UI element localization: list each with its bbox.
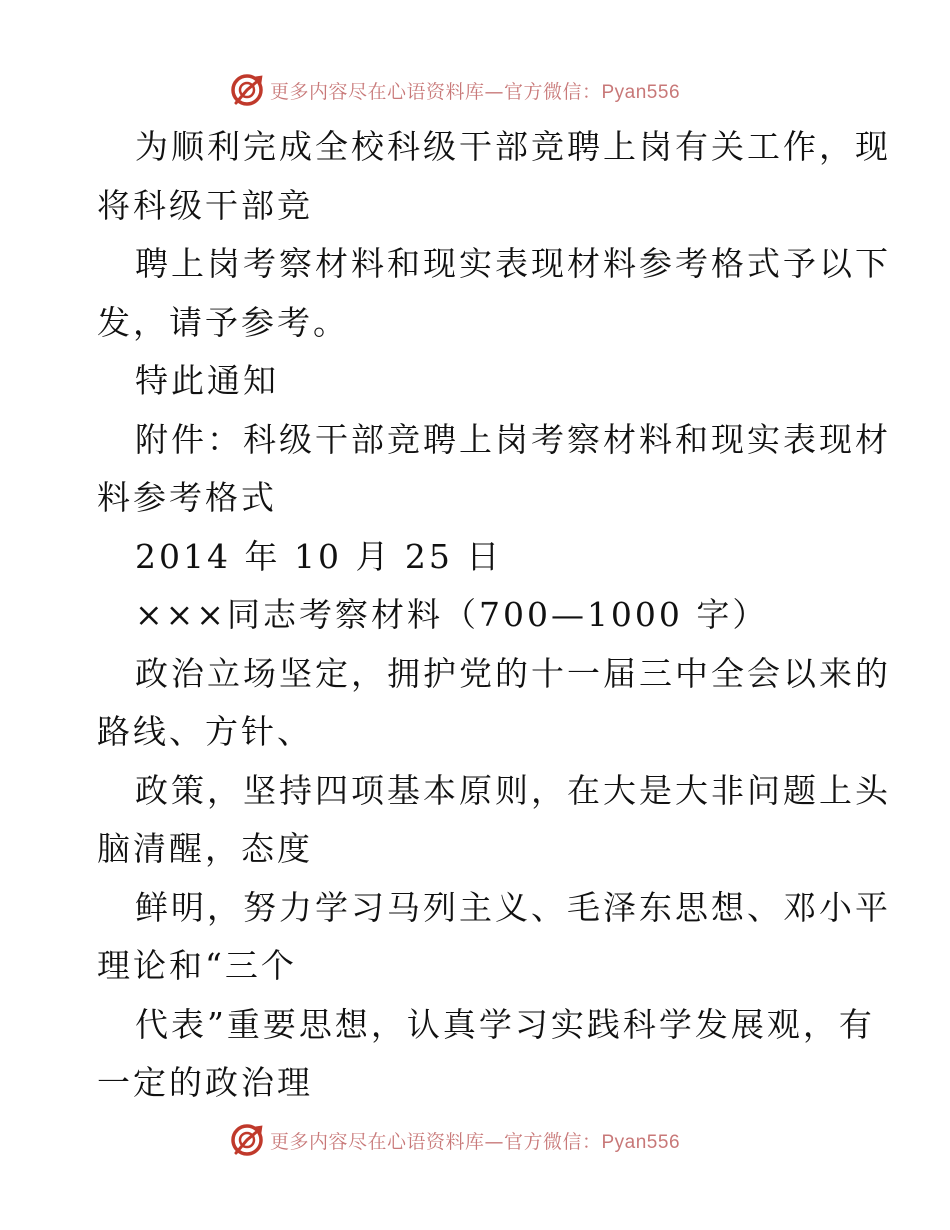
paragraph-line: 为顺利完成全校科级干部竞聘上岗有关工作，现 [135, 127, 891, 166]
footer-banner [0, 1120, 950, 1160]
paragraph-line: 将科级干部竞 [97, 185, 313, 225]
paragraph-line: 一定的政治理 [97, 1063, 313, 1102]
wechat-handle: Pyan556 [601, 81, 681, 103]
logo-icon [230, 73, 264, 107]
paragraph-line: 特此通知 [135, 361, 279, 400]
paragraph-line: 附件：科级干部竞聘上岗考察材料和现实表现材 [135, 419, 891, 459]
wechat-handle: Pyan556 [601, 1131, 681, 1153]
paragraph-line: 脑清醒，态度 [97, 829, 313, 868]
paragraph-line: 政治立场坚定，拥护党的十一届三中全会以来的 [135, 653, 891, 693]
paragraph-line: 料参考格式 [97, 478, 277, 517]
paragraph-line: 政策，坚持四项基本原则，在大是大非问题上头 [135, 770, 891, 810]
logo-icon [230, 1123, 264, 1157]
banner-slogan: 更多内容尽在心语资料库—官方微信： [269, 80, 602, 103]
paragraph-line: 鲜明，努力学习马列主义、毛泽东思想、邓小平 [135, 887, 891, 927]
paragraph-line: 理论和“三个 [97, 946, 297, 985]
paragraph-line: 聘上岗考察材料和现实表现材料参考格式予以下 [135, 244, 891, 283]
section-title: ×××同志考察材料（700—1000 字） [135, 595, 769, 634]
date-line: 2014 年 10 月 25 日 [135, 536, 503, 576]
document-body [97, 118, 891, 1113]
banner-text [270, 1127, 680, 1154]
paragraph-line: 代表”重要思想，认真学习实践科学发展观，有 [135, 1004, 875, 1044]
banner-slogan: 更多内容尽在心语资料库—官方微信： [269, 1130, 602, 1153]
paragraph-line: 发，请予参考。 [97, 302, 349, 342]
banner-text [270, 77, 680, 104]
header-banner [0, 70, 950, 110]
paragraph-line: 路线、方针、 [97, 712, 313, 751]
